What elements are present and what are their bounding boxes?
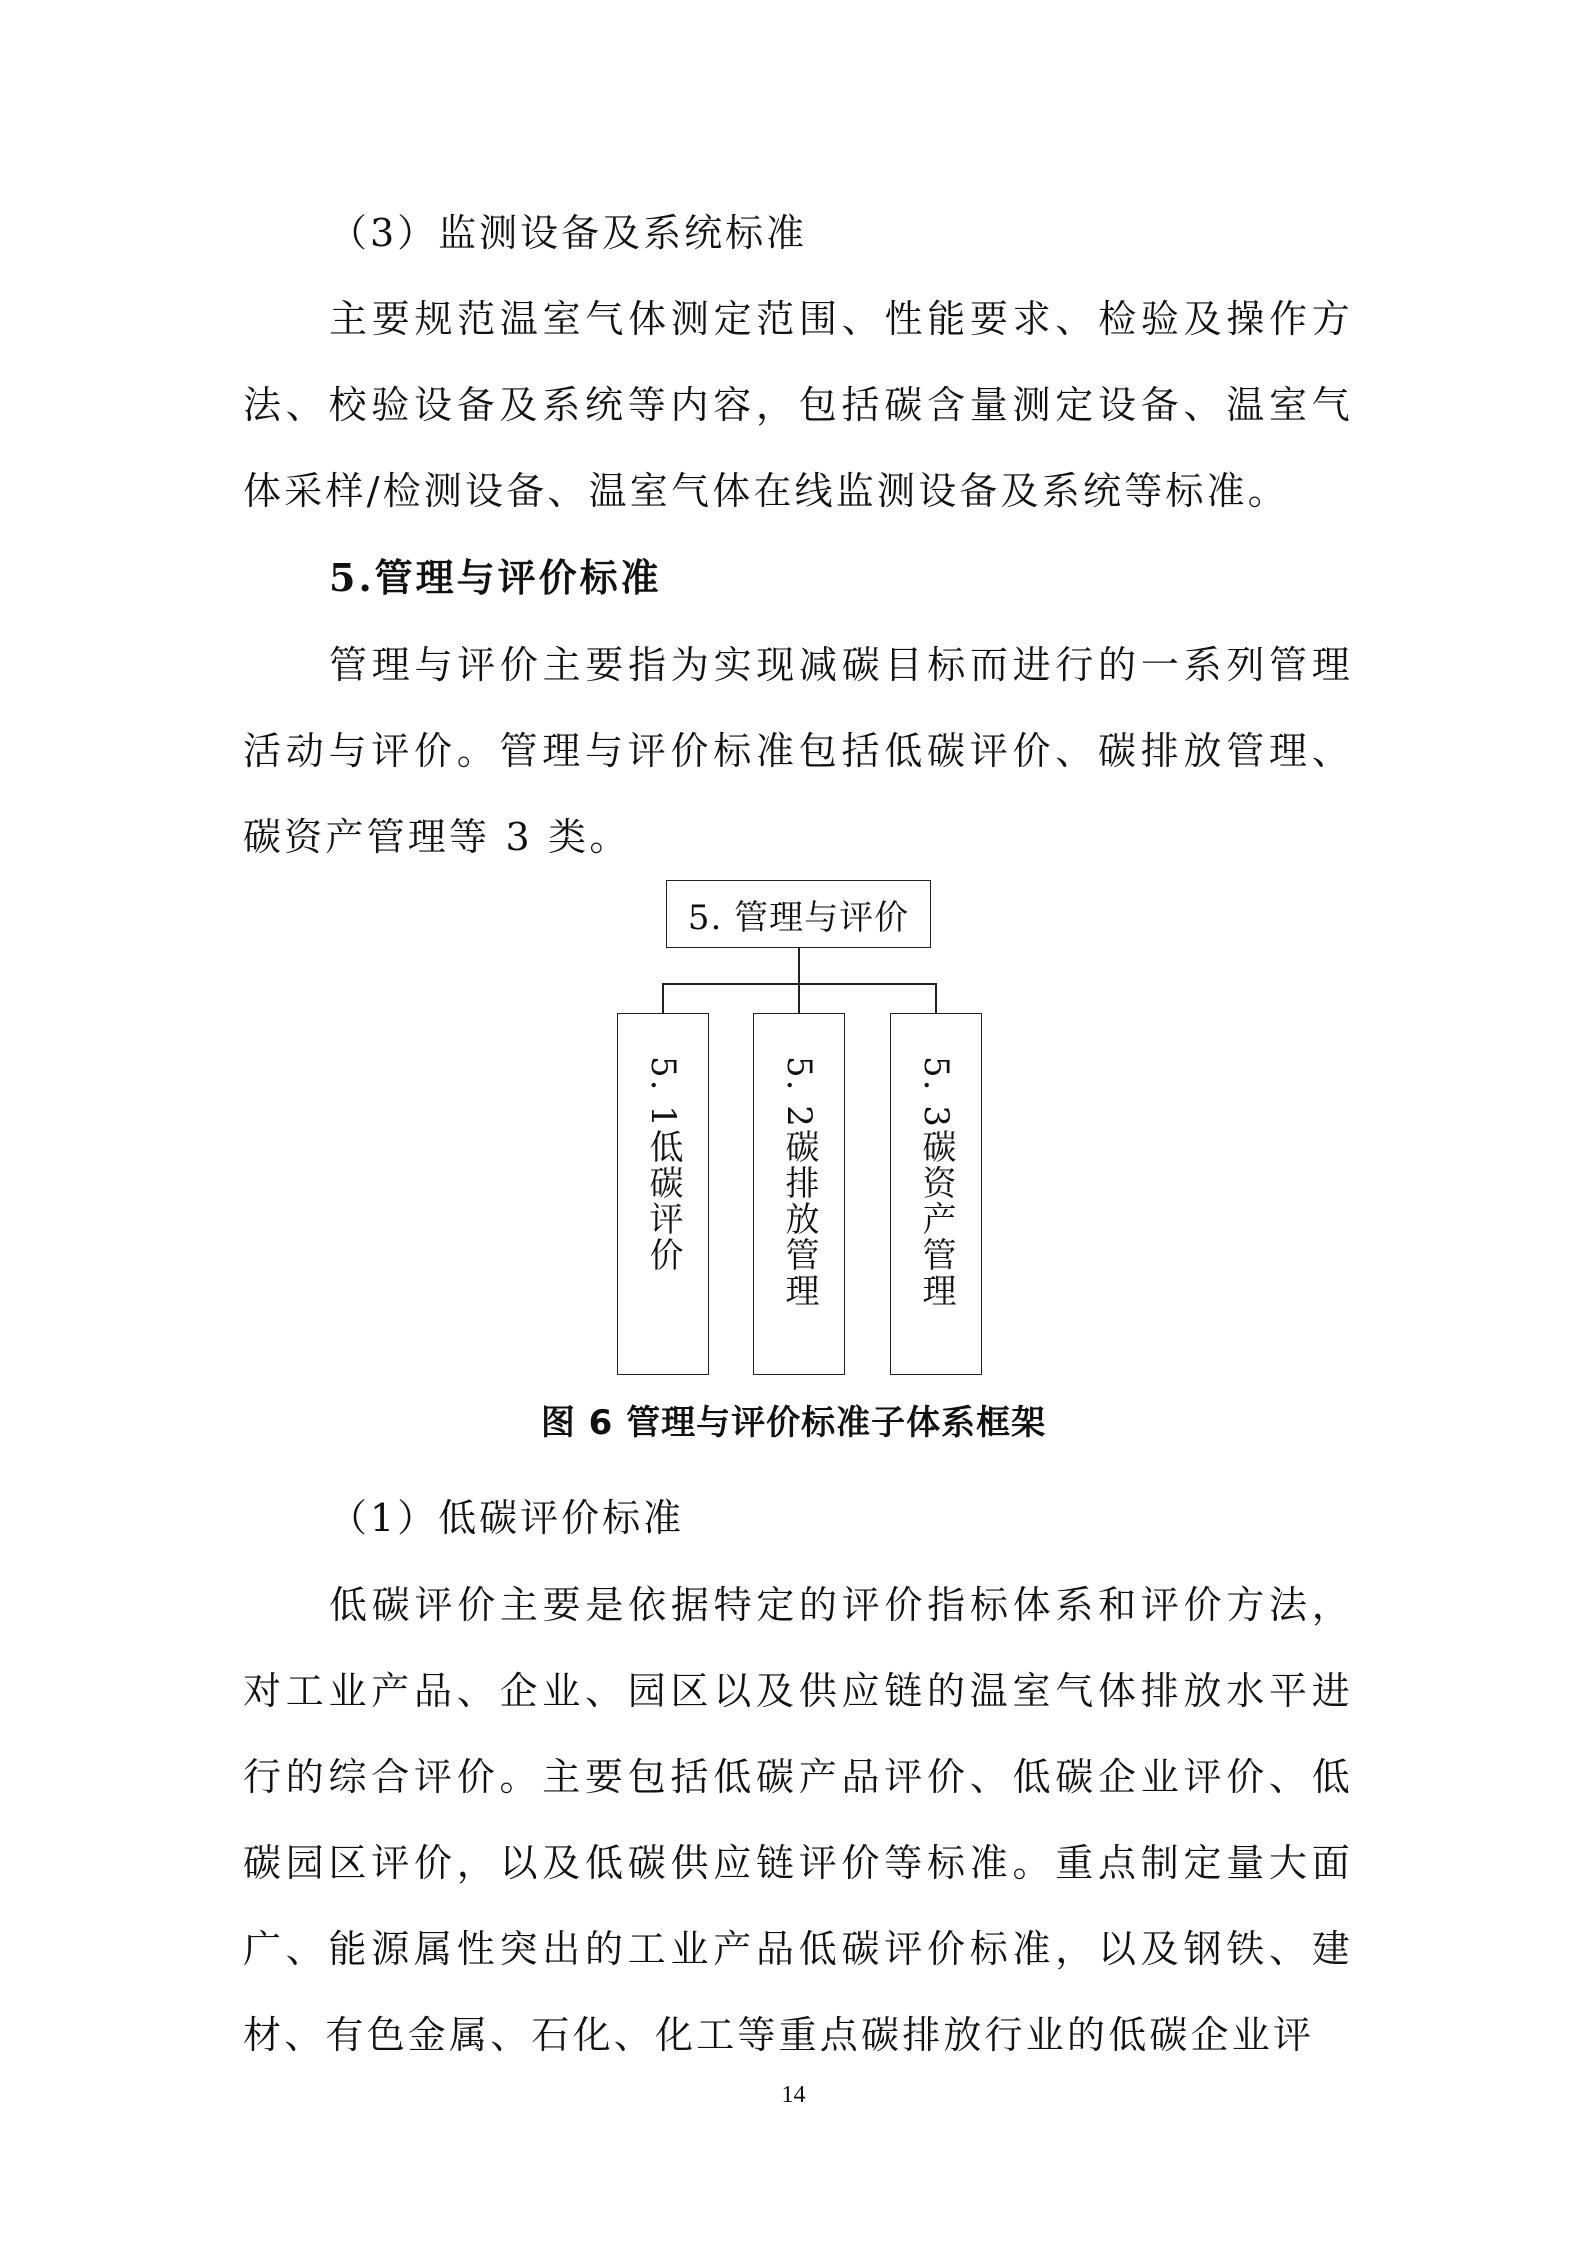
figure-caption: 图 6 管理与评价标准子体系框架 [540,1403,1047,1443]
diagram-node-carbon-asset-management [890,1013,982,1375]
connector-child-3 [935,983,937,1013]
section-5-body: 管理与评价主要指为实现减碳目标而进行的一系列管理活动与评价。管理与评价标准包括低碳评价、碳排放管理、碳资产管理等 3 类。 [243,643,1353,859]
diagram-node-label: 5. 1低碳评价 [643,1056,683,1273]
subsection-1-body: 低碳评价主要是依据特定的评价指标体系和评价方法，对工业产品、企业、园区以及供应链的温室气体排放水平进行的综合评价。主要包括低碳产品评价、低碳企业评价、低碳园区评价，以及低碳供应链评价等标准。重点制定量大面广、能源属性突出的工业产品低碳评价标准，以及钢铁、建材、有色金属、石化、化工等重点碳排放行业的低碳企业评 [243,1583,1353,2057]
diagram-node-label: 5. 2碳排放管理 [779,1056,819,1309]
subsection-1-heading: （1）低碳评价标准 [329,1496,685,1540]
connector-root-stem [798,948,800,984]
diagram-root-node [666,880,931,948]
diagram-node-label: 5. 3碳资产管理 [916,1056,956,1309]
section-3-heading: （3）监测设备及系统标准 [329,211,808,255]
section-3-body: 主要规范温室气体测定范围、性能要求、检验及操作方法、校验设备及系统等内容，包括碳含量测定设备、温室气体采样/检测设备、温室气体在线监测设备及系统等标准。 [243,297,1353,513]
connector-child-1 [662,983,664,1013]
page-number: 14 [781,2082,806,2108]
diagram-node-low-carbon-evaluation [617,1013,709,1375]
section-5-heading: 5.管理与评价标准 [329,555,662,600]
diagram-root-label: 5. 管理与评价 [687,897,910,938]
diagram-node-carbon-emission-management [753,1013,845,1375]
connector-child-2 [798,983,800,1013]
